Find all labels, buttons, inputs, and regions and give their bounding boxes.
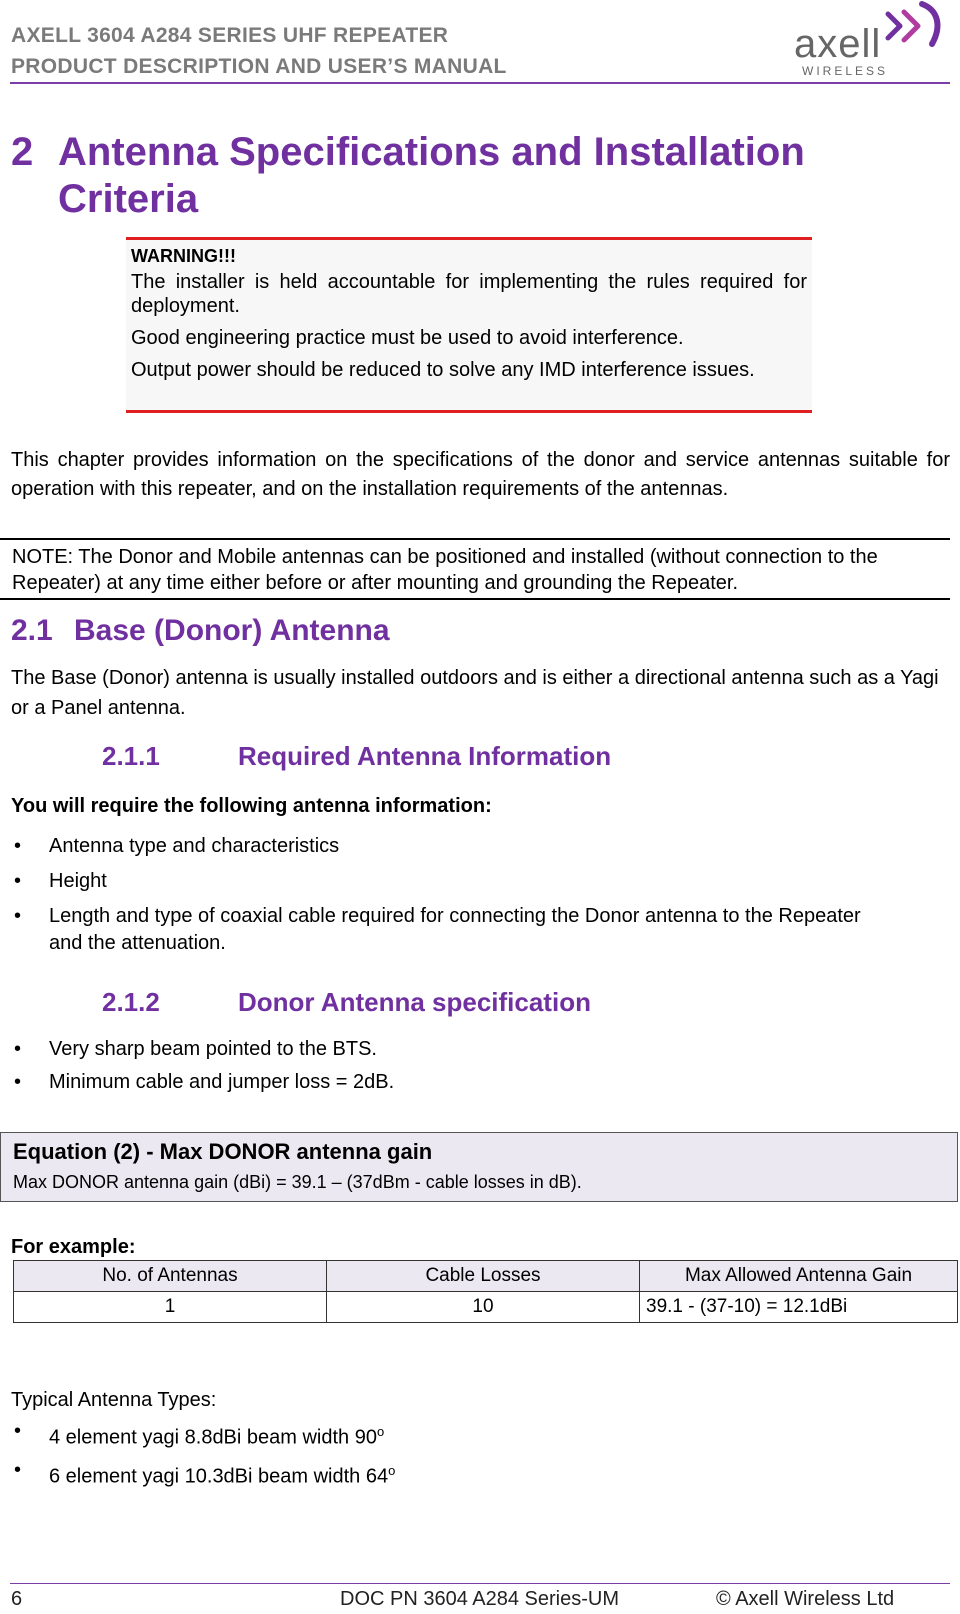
warning-text-1: The installer is held accountable for implementing the rules required for deployment. — [131, 271, 807, 317]
equation-box — [0, 1132, 958, 1202]
section-2-1-1-title: Required Antenna Information — [238, 741, 612, 771]
equation-text: Max DONOR antenna gain (dBi) = 39.1 – (37dBm - cable losses in dB). — [13, 1172, 582, 1192]
bullet-icon: • — [14, 1458, 22, 1481]
required-info-list — [11, 833, 911, 965]
bullet-icon: • — [14, 1071, 22, 1093]
axell-logo — [796, 0, 956, 80]
example-table — [13, 1260, 958, 1323]
table-header-cell: Cable Losses — [327, 1261, 640, 1292]
table-cell: 10 — [327, 1292, 640, 1323]
list-item: • Minimum cable and jumper loss = 2dB. — [11, 1069, 911, 1096]
section-2-1-2-title: Donor Antenna specification — [238, 987, 591, 1017]
logo-subtext: WIRELESS — [802, 64, 889, 78]
header-title-line1: AXELL 3604 A284 SERIES UHF REPEATER — [11, 24, 449, 47]
bullet-icon: • — [14, 1038, 22, 1060]
bullet-icon: • — [14, 1420, 22, 1442]
bullet-icon: • — [14, 870, 22, 892]
note-box — [0, 538, 950, 600]
section-2-1-title: Base (Donor) Antenna — [74, 614, 390, 647]
header-title-line2: PRODUCT DESCRIPTION AND USER’S MANUAL — [11, 55, 507, 78]
donor-spec-list — [11, 1036, 911, 1104]
footer-rule — [10, 1583, 950, 1584]
note-text: NOTE: The Donor and Mobile antennas can be positioned and installed (without connection to the Repeater) at any time either before or after mounting and grounding the Repeater. — [12, 546, 878, 594]
chapter-number: 2 — [11, 130, 34, 174]
footer-doc-number: DOC PN 3604 A284 Series-UM — [340, 1588, 620, 1610]
footer-copyright: © Axell Wireless Ltd — [716, 1588, 895, 1610]
list-item: • Height — [11, 868, 911, 895]
warning-box — [126, 237, 812, 413]
chapter-title-line2: Criteria — [58, 177, 199, 221]
warning-text-3: Output power should be reduced to solve any IMD interference issues. — [131, 359, 755, 381]
header-rule — [10, 82, 950, 84]
list-item: • Very sharp beam pointed to the BTS. — [11, 1036, 911, 1063]
warning-title: WARNING!!! — [131, 246, 236, 266]
typical-types-list — [11, 1418, 911, 1498]
list-item: • 4 element yagi 8.8dBi beam width 90$^o$ — [14, 1420, 385, 1449]
section-2-1-1-number: 2.1.1 — [102, 741, 160, 771]
bullet-icon: • — [14, 905, 22, 927]
table-row — [14, 1292, 958, 1323]
list-item: • Antenna type and characteristics — [11, 833, 911, 860]
footer-page-number: 6 — [11, 1588, 23, 1610]
section-2-1-1-lead: You will require the following antenna information: — [11, 795, 492, 817]
logo-word: axell — [794, 22, 882, 66]
section-2-1-2-number: 2.1.2 — [102, 987, 160, 1017]
intro-paragraph: This chapter provides information on the specifications of the donor and service antennas suitable for operation with this repeater, and on the installation requirements of the antennas. — [11, 449, 950, 500]
list-item: • Length and type of coaxial cable required for connecting the Donor antenna to the Repeater and the attenuation. — [14, 905, 861, 954]
section-2-1-text: The Base (Donor) antenna is usually installed outdoors and is either a directional antenna such as a Yagi or a Panel antenna. — [11, 667, 939, 719]
table-header-row — [14, 1261, 958, 1292]
equation-title: Equation (2) - Max DONOR antenna gain — [13, 1139, 433, 1164]
bullet-icon: • — [14, 835, 22, 857]
section-2-1-number: 2.1 — [11, 614, 53, 647]
warning-text-2: Good engineering practice must be used to avoid interference. — [131, 327, 684, 349]
chapter-title-line1: Antenna Specifications and Installation — [58, 130, 805, 174]
table-header-cell: No. of Antennas — [14, 1261, 327, 1292]
typical-types-label: Typical Antenna Types: — [11, 1389, 217, 1411]
table-cell: 1 — [14, 1292, 327, 1323]
table-header-cell: Max Allowed Antenna Gain — [640, 1261, 958, 1292]
list-item: • 6 element yagi 10.3dBi beam width 64$^o$ — [14, 1458, 396, 1488]
example-label: For example: — [11, 1236, 136, 1258]
table-cell: 39.1 - (37-10) = 12.1dBi — [640, 1292, 958, 1323]
